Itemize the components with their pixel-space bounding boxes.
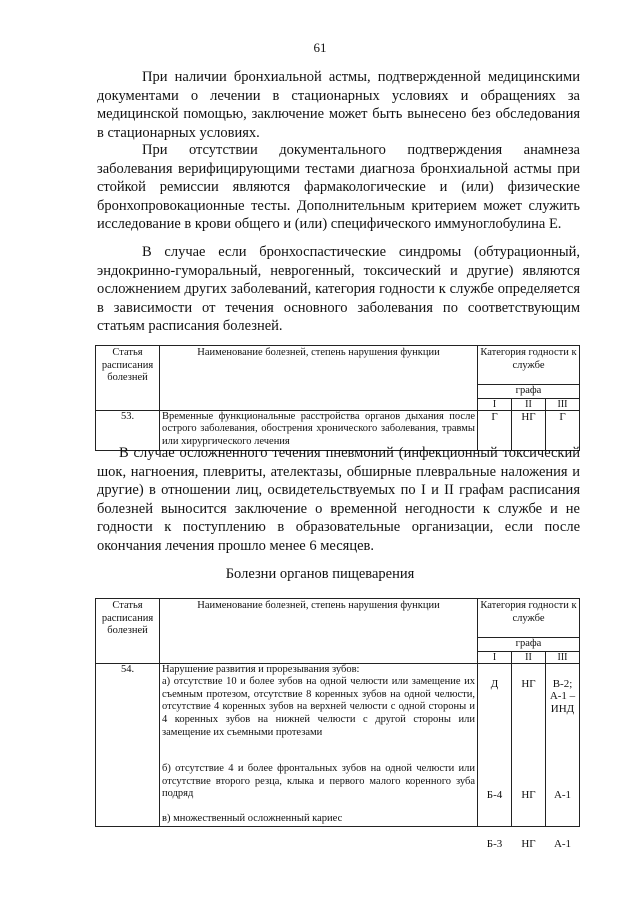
item-a-col-3-line-2: А-1 – [549, 690, 576, 703]
header-category: Категория годности к службе [478, 346, 580, 385]
paragraph-pneumonia: В случае осложненного течения пневмоний (инфекционный токсический шок, нагноения, плевриты, ателектазы, обширные плевральные наложения и другие) в отношении лиц, освидетельствуемых по I и II графам расписания болезней выносится заключение о временной негодности к службе и не годности к поступлению в образовательные организации, если после окончания лечения прошло менее 6 месяцев. [97, 445, 580, 554]
header-article: Статья расписания болезней [96, 599, 160, 664]
section-heading: Болезни органов пищеварения [225, 566, 415, 582]
header-disease-name: Наименование болезней, степень нарушения функции [160, 346, 478, 411]
table-article-53 [95, 345, 580, 451]
item-a-col-3 [546, 678, 579, 716]
page-number: 61 [313, 40, 327, 55]
header-col-2: II [512, 398, 546, 410]
header-col-1: I [478, 398, 512, 410]
header-grafa: графа [478, 638, 580, 652]
category-col-2 [512, 663, 546, 850]
paragraph-asthma-documented: При наличии бронхиальной астмы, подтвержденной медицинскими документами о лечении в стационарных условиях и обращениях за медицинской помощью, заключение может быть вынесено без обследования в стационарных условиях. [97, 69, 580, 141]
article-number: 53. [96, 410, 160, 450]
header-col-1: I [478, 651, 512, 663]
header-category: Категория годности к службе [478, 599, 580, 638]
disease-intro: Нарушение развития и прорезывания зубов: [162, 663, 360, 675]
category-col-3 [546, 663, 580, 850]
paragraph-asthma-tests: При отсутствии документального подтверждения анамнеза заболевания верифицирующими тестами диагноза бронхиальной астмы при стойкой ремиссии являются фармакологические и (или) физические бронхопровокационные тесты. Дополнительным критерием может служить исследование в крови общего и (или) специфического иммуноглобулина Е. [97, 142, 580, 233]
header-col-3: III [546, 651, 580, 663]
category-col-1: Г [478, 410, 512, 450]
category-col-2: НГ [512, 410, 546, 450]
header-grafa: графа [478, 385, 580, 399]
item-a-col-3-line-1: В-2; [552, 677, 573, 690]
item-a-text: а) отсутствие 10 и более зубов на одной челюсти или замещение их съемным протезом, отсутствие 8 коренных зубов на одной челюсти, отсутствие 4 коренных зубов на верхней челюсти с одной стороны и 4 коренных зубов на нижней челюсти с другой стороны или замещение их съемными протезами [162, 676, 475, 738]
disease-description [160, 663, 478, 826]
disease-description: Временные функциональные расстройства органов дыхания после острого заболевания, обострения хронического заболевания, травмы или хирургического лечения [160, 410, 478, 450]
item-a-col-3-line-3: ИНД [550, 702, 575, 715]
header-article: Статья расписания болезней [96, 346, 160, 411]
item-b-text: б) отсутствие 4 и более фронтальных зубов на одной челюсти или отсутствие второго резца, клыка и первого малого коренного зуба подряд [162, 763, 475, 800]
category-col-1 [478, 663, 512, 850]
header-col-3: III [546, 398, 580, 410]
item-b-col-3: А-1 [553, 788, 572, 801]
item-b-col-1: Б-4 [486, 788, 503, 801]
header-col-2: II [512, 651, 546, 663]
item-c-text: в) множественный осложненный кариес [162, 812, 343, 824]
item-a-col-2: НГ [521, 677, 536, 690]
paragraph-bronchospastic: В случае если бронхоспастические синдромы (обтурационный, эндокринно-гуморальный, неврогенный, токсический и другие) являются осложнением других заболеваний, категория годности к службе определяется в зависимости от течения основного заболевания по соответствующим статьям расписания болезней. [97, 244, 580, 335]
article-number: 54. [96, 663, 160, 826]
table-article-54 [95, 598, 580, 850]
item-a-col-1: Д [490, 677, 499, 690]
category-col-3: Г [546, 410, 580, 450]
item-c-col-2: НГ [521, 837, 536, 850]
item-c-col-1: Б-3 [486, 837, 503, 850]
header-disease-name: Наименование болезней, степень нарушения функции [160, 599, 478, 664]
item-b-col-2: НГ [521, 788, 536, 801]
item-c-col-3: А-1 [553, 837, 572, 850]
